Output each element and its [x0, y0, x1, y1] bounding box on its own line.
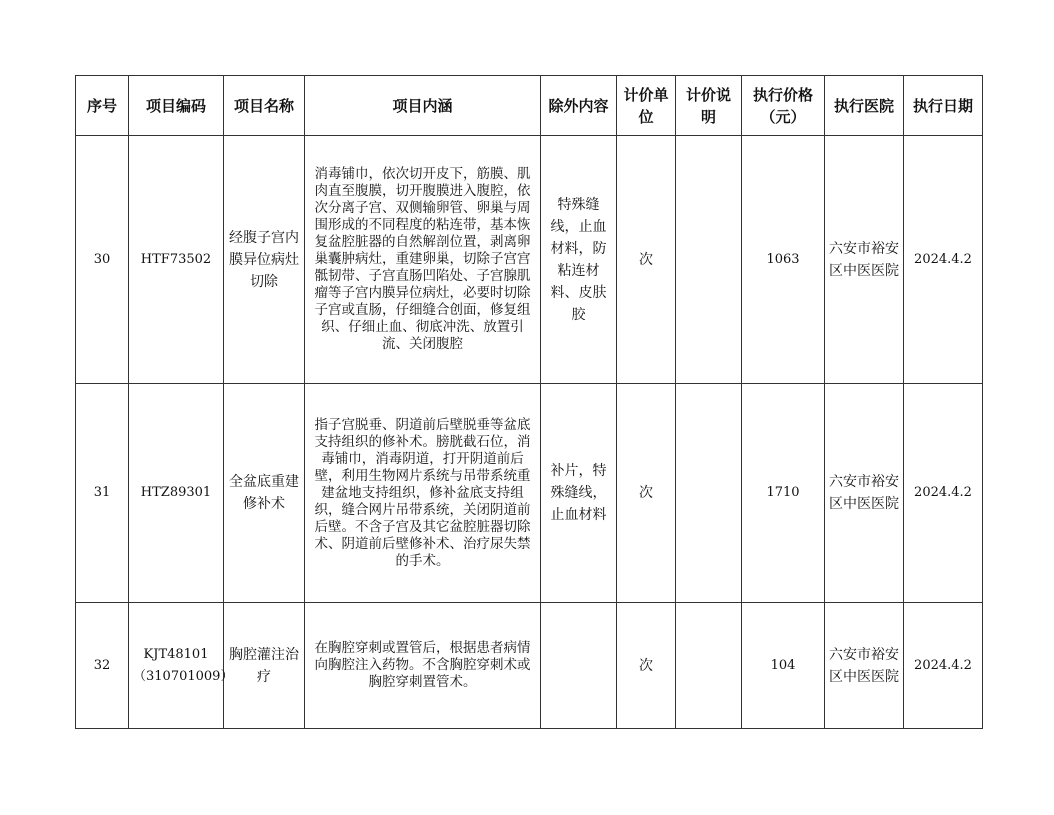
header-exclusions: 除外内容 [541, 76, 617, 136]
table-row [76, 136, 983, 384]
header-name: 项目名称 [224, 76, 305, 136]
table-header-row [76, 76, 983, 136]
header-date: 执行日期 [904, 76, 983, 136]
header-code: 项目编码 [129, 76, 224, 136]
header-hospital: 执行医院 [825, 76, 904, 136]
cell-note [676, 136, 742, 384]
table-row [76, 384, 983, 603]
cell-date: 2024.4.2 [904, 603, 983, 729]
cell-seq: 30 [76, 136, 129, 384]
header-note: 计价说明 [676, 76, 742, 136]
header-seq: 序号 [76, 76, 129, 136]
pricing-table [75, 75, 983, 729]
cell-content: 指子宫脱垂、阴道前后壁脱垂等盆底支持组织的修补术。膀胱截石位，消毒铺巾，消毒阴道，打开阴道前后壁，利用生物网片系统与吊带系统重建盆地支持组织，修补盆底支持组织，缝合网片吊带系统，关闭阴道前后壁。不含子宫及其它盆腔脏器切除术、阴道前后壁修补术、治疗尿失禁的手术。 [305, 384, 541, 603]
cell-name: 经腹子宫内膜异位病灶切除 [224, 136, 305, 384]
cell-seq: 32 [76, 603, 129, 729]
header-price: 执行价格（元） [742, 76, 825, 136]
cell-hospital: 六安市裕安区中医医院 [825, 136, 904, 384]
cell-date: 2024.4.2 [904, 384, 983, 603]
cell-code: HTZ89301 [129, 384, 224, 603]
cell-price: 1063 [742, 136, 825, 384]
cell-name: 胸腔灌注治疗 [224, 603, 305, 729]
cell-unit: 次 [617, 136, 676, 384]
cell-code: KJT48101（310701009） [129, 603, 224, 729]
cell-hospital: 六安市裕安区中医医院 [825, 603, 904, 729]
cell-date: 2024.4.2 [904, 136, 983, 384]
cell-content: 消毒铺巾，依次切开皮下，筋膜、肌肉直至腹膜，切开腹膜进入腹腔，依次分离子宫、双侧输卵管、卵巢与周围形成的不同程度的粘连带，基本恢复盆腔脏器的自然解剖位置，剥离卵巢囊肿病灶，重建卵巢，切除子宫宫骶韧带、子宫直肠凹陷处、子宫腺肌瘤等子宫内膜异位病灶，必要时切除子宫或直肠，仔细缝合创面，修复组织、仔细止血、彻底冲洗、放置引流、关闭腹腔 [305, 136, 541, 384]
header-unit: 计价单位 [617, 76, 676, 136]
cell-unit: 次 [617, 384, 676, 603]
cell-hospital: 六安市裕安区中医医院 [825, 384, 904, 603]
cell-name: 全盆底重建修补术 [224, 384, 305, 603]
table-row [76, 603, 983, 729]
cell-note [676, 384, 742, 603]
cell-content: 在胸腔穿刺或置管后，根据患者病情向胸腔注入药物。不含胸腔穿刺术或胸腔穿刺置管术。 [305, 603, 541, 729]
cell-price: 1710 [742, 384, 825, 603]
cell-exclusions: 特殊缝线，止血材料，防粘连材料、皮肤胶 [541, 136, 617, 384]
cell-code: HTF73502 [129, 136, 224, 384]
cell-exclusions: 补片，特殊缝线，止血材料 [541, 384, 617, 603]
cell-unit: 次 [617, 603, 676, 729]
cell-price: 104 [742, 603, 825, 729]
cell-note [676, 603, 742, 729]
cell-exclusions [541, 603, 617, 729]
cell-seq: 31 [76, 384, 129, 603]
header-content: 项目内涵 [305, 76, 541, 136]
